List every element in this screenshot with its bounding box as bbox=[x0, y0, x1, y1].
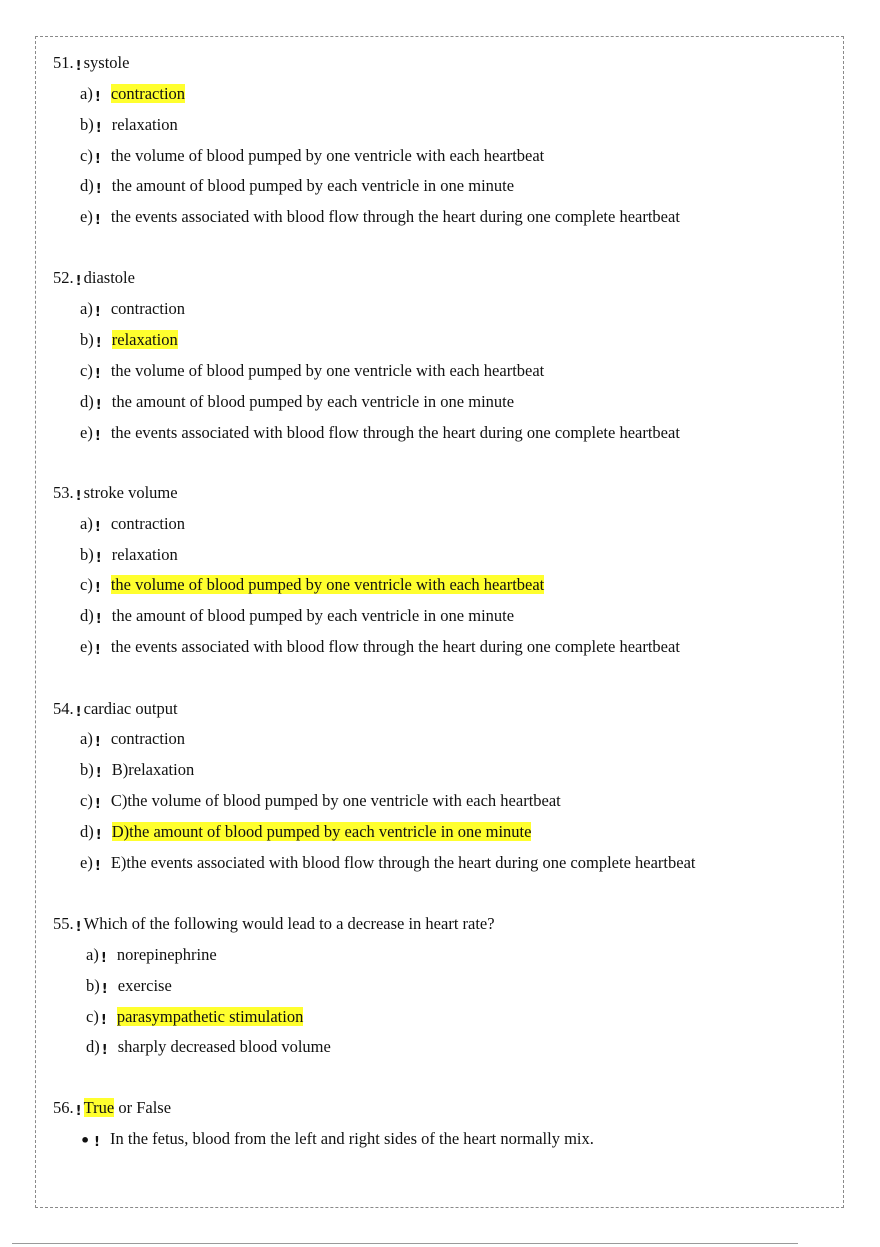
question-54 bbox=[53, 699, 178, 721]
question-52 bbox=[53, 268, 135, 290]
separator-glyph: ! bbox=[101, 1043, 108, 1058]
separator-glyph: ! bbox=[95, 828, 102, 843]
question-number: 51. bbox=[53, 53, 74, 72]
statement-text: In the fetus, blood from the left and right sides of the heart normally mix. bbox=[110, 1129, 594, 1148]
question-title: or False bbox=[114, 1098, 172, 1117]
option-text: the volume of blood pumped by one ventricle with each heartbeat bbox=[110, 146, 545, 165]
option-letter: b) bbox=[80, 330, 94, 349]
question-title-highlighted: True bbox=[83, 1098, 115, 1117]
option-text: sharply decreased blood volume bbox=[117, 1037, 331, 1056]
option-55-c[interactable] bbox=[86, 1007, 303, 1029]
separator-glyph: ! bbox=[94, 735, 101, 750]
option-letter: a) bbox=[80, 84, 93, 103]
option-letter: c) bbox=[80, 146, 93, 165]
option-text-highlighted: contraction bbox=[110, 84, 186, 103]
statement-56 bbox=[80, 1129, 594, 1151]
option-text: E)the events associated with blood flow through the heart during one complete heartbeat bbox=[110, 853, 696, 872]
option-letter: c) bbox=[80, 791, 93, 810]
option-text-highlighted: D)the amount of blood pumped by each ventricle in one minute bbox=[111, 822, 532, 841]
option-text: norepinephrine bbox=[116, 945, 217, 964]
question-53 bbox=[53, 483, 178, 505]
option-text: the events associated with blood flow through the heart during one complete heartbeat bbox=[110, 423, 680, 442]
option-letter: d) bbox=[86, 1037, 100, 1056]
option-text-highlighted: parasympathetic stimulation bbox=[116, 1007, 304, 1026]
separator-glyph: ! bbox=[75, 1104, 82, 1119]
separator-glyph: ! bbox=[95, 551, 102, 566]
option-52-d[interactable] bbox=[80, 392, 514, 414]
question-number: 55. bbox=[53, 914, 74, 933]
separator-glyph: ! bbox=[95, 182, 102, 197]
option-letter: a) bbox=[80, 729, 93, 748]
separator-glyph: ! bbox=[94, 859, 101, 874]
option-text: the amount of blood pumped by each ventricle in one minute bbox=[111, 606, 515, 625]
option-letter: b) bbox=[80, 760, 94, 779]
option-54-a[interactable] bbox=[80, 729, 185, 751]
option-letter: b) bbox=[86, 976, 100, 995]
option-55-d[interactable] bbox=[86, 1037, 331, 1059]
option-letter: d) bbox=[80, 822, 94, 841]
option-letter: d) bbox=[80, 176, 94, 195]
separator-glyph: ! bbox=[94, 797, 101, 812]
option-51-d[interactable] bbox=[80, 176, 514, 198]
option-53-a[interactable] bbox=[80, 514, 185, 536]
option-text-highlighted: the volume of blood pumped by one ventricle with each heartbeat bbox=[110, 575, 545, 594]
option-53-e[interactable] bbox=[80, 637, 680, 659]
separator-glyph: ! bbox=[94, 1135, 100, 1150]
option-text: the events associated with blood flow through the heart during one complete heartbeat bbox=[110, 637, 680, 656]
separator-glyph: ! bbox=[94, 152, 101, 167]
separator-glyph: ! bbox=[94, 581, 101, 596]
option-51-b[interactable] bbox=[80, 115, 178, 137]
separator-glyph: ! bbox=[100, 951, 107, 966]
separator-glyph: ! bbox=[95, 336, 102, 351]
option-letter: c) bbox=[80, 575, 93, 594]
option-letter: d) bbox=[80, 606, 94, 625]
option-53-c[interactable] bbox=[80, 575, 544, 597]
option-51-a[interactable] bbox=[80, 84, 185, 106]
option-text: contraction bbox=[110, 299, 186, 318]
option-53-b[interactable] bbox=[80, 545, 178, 567]
option-52-e[interactable] bbox=[80, 423, 680, 445]
question-title: systole bbox=[83, 53, 130, 72]
option-text: the amount of blood pumped by each ventricle in one minute bbox=[111, 392, 515, 411]
option-letter: b) bbox=[80, 115, 94, 134]
option-52-a[interactable] bbox=[80, 299, 185, 321]
separator-glyph: ! bbox=[94, 90, 101, 105]
option-text-highlighted: relaxation bbox=[111, 330, 178, 349]
question-title: cardiac output bbox=[83, 699, 178, 718]
option-letter: e) bbox=[80, 207, 93, 226]
option-54-d[interactable] bbox=[80, 822, 531, 844]
option-letter: b) bbox=[80, 545, 94, 564]
separator-glyph: ! bbox=[95, 612, 102, 627]
option-letter: a) bbox=[80, 299, 93, 318]
option-text: the amount of blood pumped by each ventricle in one minute bbox=[111, 176, 515, 195]
separator-glyph: ! bbox=[95, 766, 102, 781]
option-54-e[interactable] bbox=[80, 853, 695, 875]
option-letter: c) bbox=[86, 1007, 99, 1026]
separator-glyph: ! bbox=[94, 367, 101, 382]
separator-glyph: ! bbox=[75, 705, 82, 720]
option-text: relaxation bbox=[111, 545, 178, 564]
question-title: diastole bbox=[83, 268, 135, 287]
option-55-a[interactable] bbox=[86, 945, 217, 967]
option-52-b[interactable] bbox=[80, 330, 178, 352]
separator-glyph: ! bbox=[94, 520, 101, 535]
bullet-icon: • bbox=[80, 1131, 91, 1150]
option-51-e[interactable] bbox=[80, 207, 680, 229]
option-letter: e) bbox=[80, 423, 93, 442]
question-56 bbox=[53, 1098, 171, 1120]
question-title: Which of the following would lead to a decrease in heart rate? bbox=[83, 914, 495, 933]
question-number: 52. bbox=[53, 268, 74, 287]
option-text: contraction bbox=[110, 514, 186, 533]
option-text: the volume of blood pumped by one ventricle with each heartbeat bbox=[110, 361, 545, 380]
option-letter: d) bbox=[80, 392, 94, 411]
separator-glyph: ! bbox=[94, 213, 101, 228]
question-title: stroke volume bbox=[83, 483, 178, 502]
question-number: 54. bbox=[53, 699, 74, 718]
option-letter: c) bbox=[80, 361, 93, 380]
option-text: relaxation bbox=[111, 115, 178, 134]
option-53-d[interactable] bbox=[80, 606, 514, 628]
option-letter: a) bbox=[80, 514, 93, 533]
option-54-c[interactable] bbox=[80, 791, 561, 813]
separator-glyph: ! bbox=[75, 489, 82, 504]
separator-glyph: ! bbox=[94, 429, 101, 444]
option-55-b[interactable] bbox=[86, 976, 172, 998]
separator-glyph: ! bbox=[75, 274, 82, 289]
option-text: exercise bbox=[117, 976, 172, 995]
separator-glyph: ! bbox=[95, 398, 102, 413]
separator-glyph: ! bbox=[101, 982, 108, 997]
option-text: the events associated with blood flow through the heart during one complete heartbeat bbox=[110, 207, 680, 226]
option-text: contraction bbox=[110, 729, 186, 748]
option-text: B)relaxation bbox=[111, 760, 195, 779]
question-number: 56. bbox=[53, 1098, 74, 1117]
separator-glyph: ! bbox=[100, 1013, 107, 1028]
question-number: 53. bbox=[53, 483, 74, 502]
separator-glyph: ! bbox=[94, 643, 101, 658]
option-51-c[interactable] bbox=[80, 146, 544, 168]
separator-glyph: ! bbox=[94, 305, 101, 320]
separator-glyph: ! bbox=[95, 121, 102, 136]
separator-glyph: ! bbox=[75, 59, 82, 74]
option-letter: e) bbox=[80, 853, 93, 872]
option-letter: e) bbox=[80, 637, 93, 656]
option-54-b[interactable] bbox=[80, 760, 194, 782]
option-text: C)the volume of blood pumped by one ventricle with each heartbeat bbox=[110, 791, 561, 810]
option-52-c[interactable] bbox=[80, 361, 544, 383]
question-51 bbox=[53, 53, 129, 75]
separator-glyph: ! bbox=[75, 920, 82, 935]
option-letter: a) bbox=[86, 945, 99, 964]
question-55 bbox=[53, 914, 495, 936]
footer-rule bbox=[12, 1243, 798, 1244]
